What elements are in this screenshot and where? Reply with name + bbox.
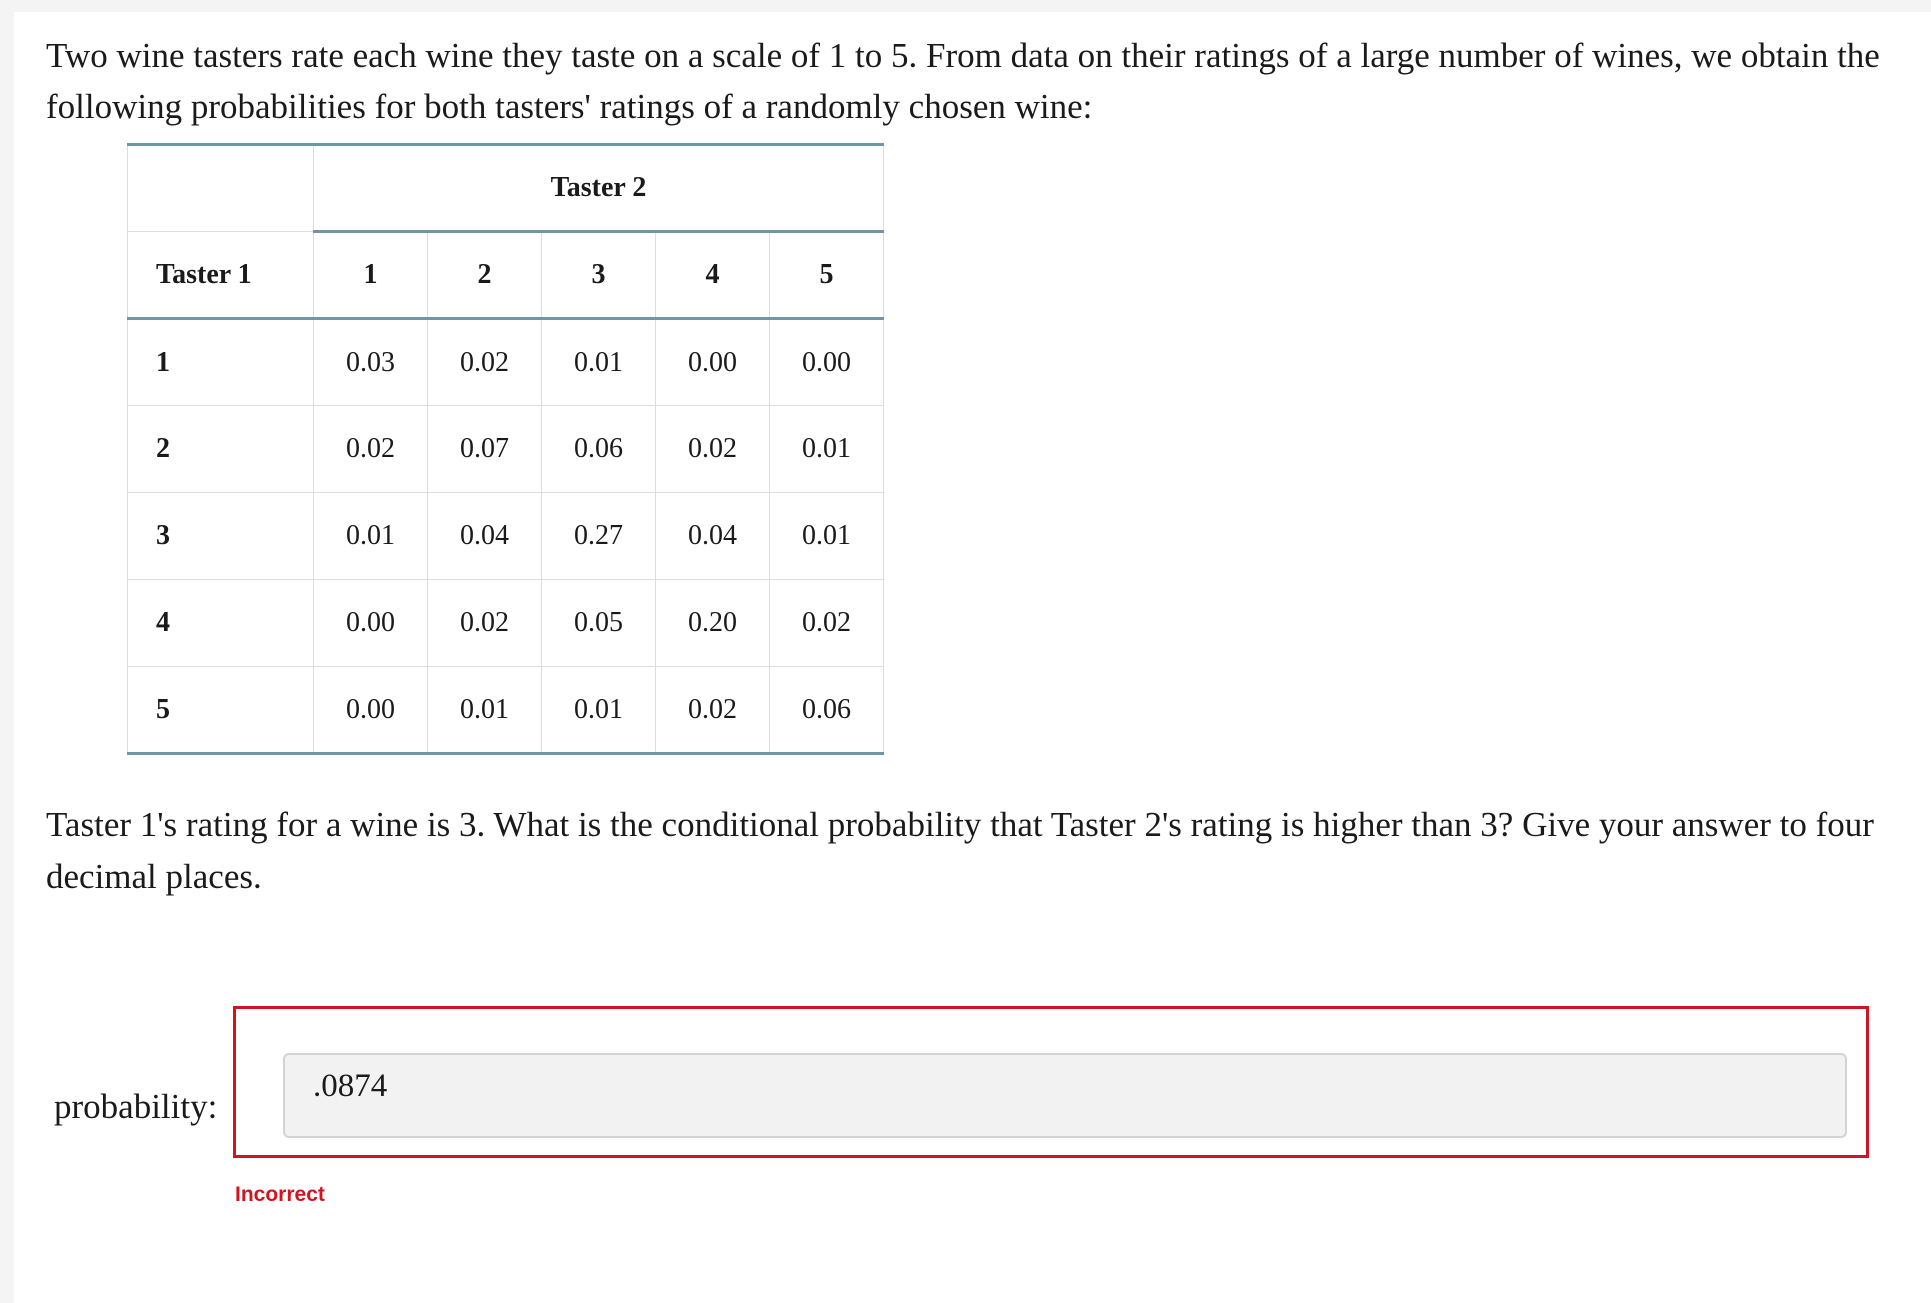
table-cell: 0.01 bbox=[770, 406, 884, 493]
probability-label: probability: bbox=[54, 1087, 218, 1126]
joint-probability-table bbox=[127, 143, 884, 755]
table-row bbox=[128, 580, 884, 667]
table-cell: 0.27 bbox=[542, 493, 656, 580]
table-cell: 0.20 bbox=[656, 580, 770, 667]
table-cell: 0.00 bbox=[770, 319, 884, 406]
incorrect-feedback: Incorrect bbox=[235, 1183, 325, 1206]
question-intro: Two wine tasters rate each wine they taste on a scale of 1 to 5. From data on their ratings of a large number of wines, we obtain the following probabilities for both tasters' ratings of a randomly chosen wine: bbox=[46, 36, 1880, 126]
table-cell: 0.02 bbox=[428, 580, 542, 667]
table-cell: 0.04 bbox=[428, 493, 542, 580]
column-label-4: 4 bbox=[656, 232, 770, 319]
table-cell: 0.01 bbox=[314, 493, 428, 580]
table-cell: 0.02 bbox=[656, 406, 770, 493]
table-row bbox=[128, 493, 884, 580]
column-label-2: 2 bbox=[428, 232, 542, 319]
table-corner-cell bbox=[128, 145, 314, 232]
probability-input[interactable] bbox=[283, 1053, 1847, 1138]
question-prompt: Taster 1's rating for a wine is 3. What is the conditional probability that Taster 2's rating is higher than 3? Give your answer to four decimal places. bbox=[46, 805, 1874, 896]
table-cell: 0.06 bbox=[770, 667, 884, 754]
row-label-1: 1 bbox=[128, 319, 314, 406]
table-cell: 0.01 bbox=[770, 493, 884, 580]
table-cell: 0.02 bbox=[770, 580, 884, 667]
table-row bbox=[128, 406, 884, 493]
column-label-3: 3 bbox=[542, 232, 656, 319]
table-cell: 0.02 bbox=[314, 406, 428, 493]
table-cell: 0.07 bbox=[428, 406, 542, 493]
table-cell: 0.02 bbox=[428, 319, 542, 406]
table-cell: 0.06 bbox=[542, 406, 656, 493]
table-header-row bbox=[128, 145, 884, 232]
table-column-label-row bbox=[128, 232, 884, 319]
table-cell: 0.05 bbox=[542, 580, 656, 667]
table-cell: 0.00 bbox=[656, 319, 770, 406]
column-label-1: 1 bbox=[314, 232, 428, 319]
table-cell: 0.00 bbox=[314, 580, 428, 667]
table-cell: 0.03 bbox=[314, 319, 428, 406]
row-label-4: 4 bbox=[128, 580, 314, 667]
row-label-5: 5 bbox=[128, 667, 314, 754]
row-label-3: 3 bbox=[128, 493, 314, 580]
table-cell: 0.02 bbox=[656, 667, 770, 754]
row-label-2: 2 bbox=[128, 406, 314, 493]
table-cell: 0.04 bbox=[656, 493, 770, 580]
table-cell: 0.01 bbox=[542, 319, 656, 406]
column-label-5: 5 bbox=[770, 232, 884, 319]
table-row bbox=[128, 667, 884, 754]
taster2-header: Taster 2 bbox=[314, 145, 884, 232]
table-row bbox=[128, 319, 884, 406]
table-cell: 0.00 bbox=[314, 667, 428, 754]
taster1-header: Taster 1 bbox=[128, 232, 314, 319]
table-cell: 0.01 bbox=[542, 667, 656, 754]
table-cell: 0.01 bbox=[428, 667, 542, 754]
